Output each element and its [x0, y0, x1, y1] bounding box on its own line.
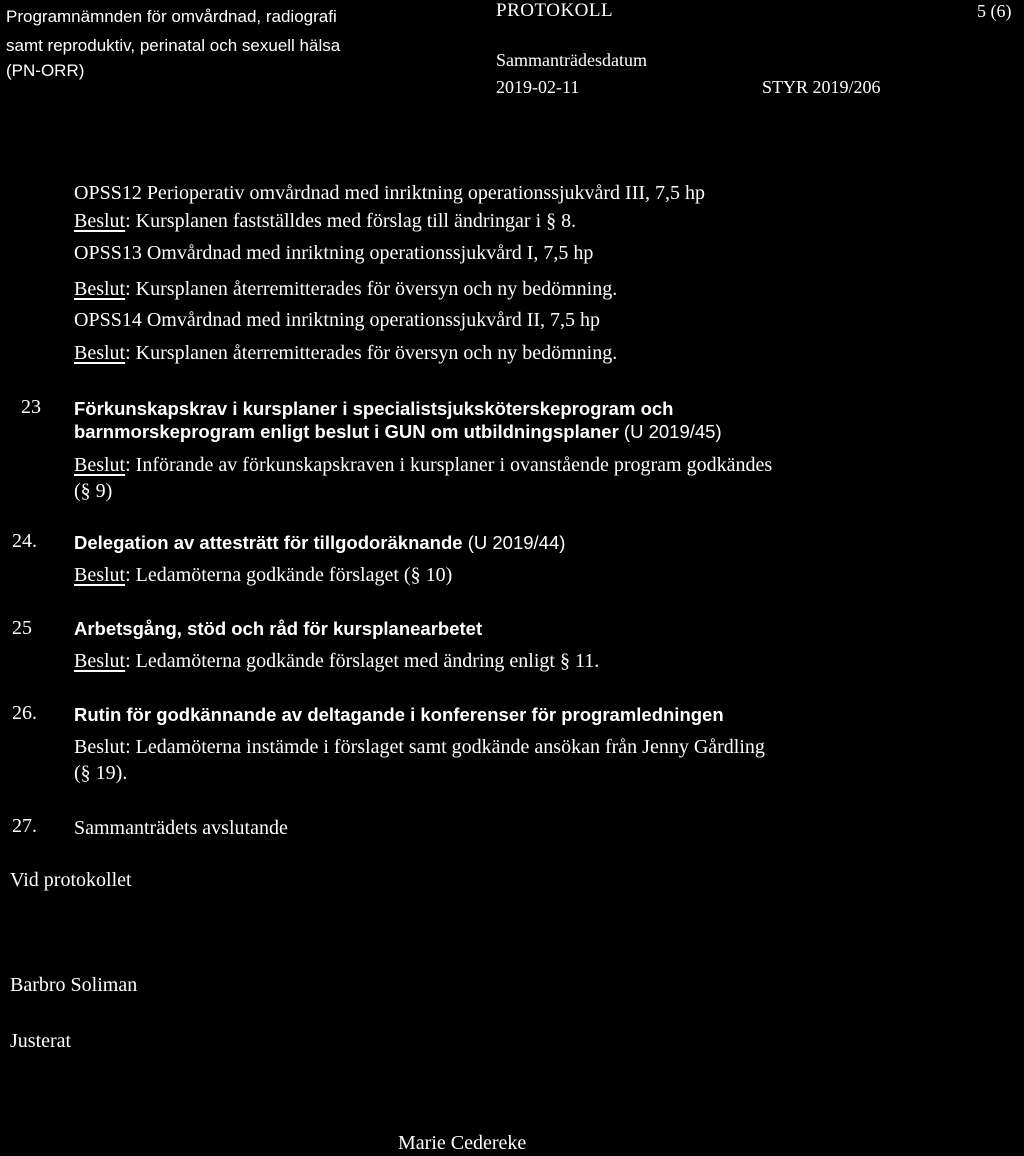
decision-label: Beslut	[74, 564, 126, 586]
item-heading-line-1: Förkunskapskrav i kursplaner i specialistsjuksköterskeprogram och	[74, 398, 674, 419]
item-heading: Arbetsgång, stöd och råd för kursplanearbetet	[74, 618, 483, 639]
item-decision-line-2: (§ 19).	[74, 762, 128, 784]
page-number: 5 (6)	[977, 1, 1012, 21]
decision-text: : Införande av förkunskapskraven i kursplaner i ovanstående program godkändes	[125, 454, 773, 476]
org-name-line-3: (PN-ORR)	[6, 61, 85, 80]
decision-text: : Kursplanen fastställdes med förslag till ändringar i § 8.	[125, 210, 577, 232]
item-heading-text: barnmorskeprogram enligt beslut i GUN om utbildningsplaner	[74, 421, 619, 442]
item-number: 23	[21, 396, 41, 418]
checker-name: Marie Cedereke	[398, 1132, 527, 1154]
course-title: OPSS13 Omvårdnad med inriktning operationssjukvård I, 7,5 hp	[74, 242, 594, 264]
item-number: 27.	[12, 815, 37, 837]
item-decision	[74, 562, 452, 588]
org-name-line-1: Programnämnden för omvårdnad, radiografi	[6, 7, 337, 26]
meeting-date: 2019-02-11	[496, 77, 580, 97]
item-heading-line-2	[74, 420, 722, 443]
course-decision	[74, 340, 617, 366]
decision-text: : Ledamöterna godkände förslaget (§ 10)	[125, 564, 453, 586]
item-decision-line-1: Beslut: Ledamöterna instämde i förslaget samt godkände ansökan från Jenny Gårdling	[74, 736, 765, 758]
item-number: 25	[12, 617, 32, 639]
decision-text: : Ledamöterna godkände förslaget med ändring enligt § 11.	[125, 650, 600, 672]
item-reference: (U 2019/45)	[618, 421, 722, 442]
decision-label: Beslut	[74, 454, 126, 476]
course-title: OPSS14 Omvårdnad med inriktning operationssjukvård II, 7,5 hp	[74, 309, 601, 331]
item-decision	[74, 648, 599, 674]
decision-label: Beslut	[74, 650, 126, 672]
course-title: OPSS12 Perioperativ omvårdnad med inriktning operationssjukvård III, 7,5 hp	[74, 182, 706, 204]
item-number: 24.	[12, 530, 37, 552]
org-name-line-2: samt reproduktiv, perinatal och sexuell hälsa	[6, 36, 341, 55]
recorder-name: Barbro Soliman	[10, 974, 138, 996]
item-reference: (U 2019/44)	[462, 532, 566, 553]
decision-text: : Kursplanen återremitterades för översyn och ny bedömning.	[125, 342, 618, 364]
reference-number: STYR 2019/206	[762, 77, 881, 97]
decision-text: : Kursplanen återremitterades för översyn och ny bedömning.	[125, 278, 618, 300]
recorded-by-label: Vid protokollet	[10, 869, 132, 891]
course-decision	[74, 276, 617, 302]
item-number: 26.	[12, 702, 37, 724]
item-heading: Sammanträdets avslutande	[74, 817, 288, 839]
meeting-date-label: Sammanträdesdatum	[496, 50, 647, 70]
checked-by-label: Justerat	[10, 1030, 72, 1052]
item-decision-line-2: (§ 9)	[74, 480, 113, 502]
item-heading: Rutin för godkännande av deltagande i konferenser för programledningen	[74, 704, 724, 725]
course-decision	[74, 208, 576, 234]
item-decision-line-1	[74, 452, 772, 478]
decision-label: Beslut	[74, 342, 126, 364]
item-heading	[74, 531, 565, 554]
document-type: PROTOKOLL	[496, 0, 614, 21]
item-heading-text: Delegation av attesträtt för tillgodoräknande	[74, 532, 463, 553]
decision-label: Beslut	[74, 278, 126, 300]
decision-label: Beslut	[74, 210, 126, 232]
